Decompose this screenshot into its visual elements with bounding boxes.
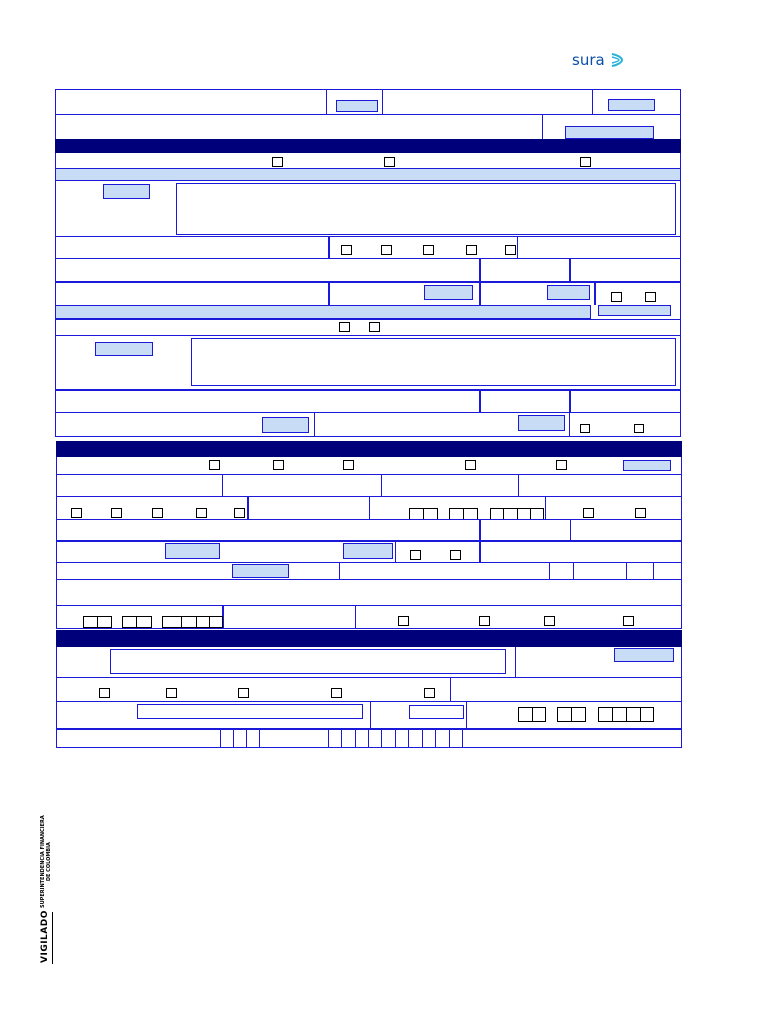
divider [395,729,396,748]
checkbox[interactable] [99,688,110,698]
divider [626,562,627,579]
checkbox[interactable] [450,550,461,560]
divider [56,701,682,702]
divider [479,519,481,540]
checkbox[interactable] [423,245,434,255]
divider [368,729,369,748]
divider [314,412,315,436]
superintendencia-text [40,815,52,908]
input-field[interactable] [424,285,473,300]
input-field[interactable] [262,417,309,433]
divider [515,647,516,678]
divider [220,729,221,748]
divider [532,707,533,722]
divider [640,707,641,722]
sura-wing-icon [610,52,624,68]
input-field[interactable] [336,100,378,112]
divider [479,541,481,562]
divider [542,114,543,139]
checkbox[interactable] [339,322,350,332]
divider [56,474,682,475]
divider [653,562,654,579]
divider [466,701,467,728]
divider [56,677,682,678]
superintendencia-line-1: SUPERINTENDENCIA FINANCIERA [40,815,46,908]
divider [449,729,450,748]
divider [56,579,682,580]
checkbox[interactable] [479,616,490,626]
input-field[interactable] [565,126,654,139]
divider [594,282,596,305]
checkbox[interactable] [166,688,177,698]
divider [569,412,570,436]
text-field[interactable] [409,705,464,719]
input-field[interactable] [103,184,150,199]
checkbox[interactable] [234,508,245,518]
divider [246,729,247,748]
checkbox[interactable] [466,245,477,255]
divider [56,519,682,520]
divider [55,319,681,320]
checkbox[interactable] [635,508,646,518]
checkbox[interactable] [381,245,392,255]
input-field[interactable] [608,99,655,111]
checkbox[interactable] [71,508,82,518]
text-area[interactable] [176,183,676,235]
divider [462,729,463,748]
divider [355,605,356,629]
checkbox[interactable] [331,688,342,698]
divider [381,474,382,496]
divider [136,616,137,628]
checkbox[interactable] [238,688,249,698]
divider [247,496,249,519]
checkbox[interactable] [580,157,591,167]
divider [570,519,571,540]
input-field[interactable] [598,305,671,316]
divider [55,236,681,237]
divider [381,729,382,748]
divider [341,729,342,748]
divider [196,616,197,628]
divider [569,258,571,282]
divider [479,258,481,282]
divider [56,728,682,730]
checkbox[interactable] [634,424,644,433]
checkbox[interactable] [152,508,163,518]
input-field[interactable] [547,285,590,300]
divider [222,474,223,496]
checkbox[interactable] [583,508,594,518]
sura-logo [572,50,624,70]
section-3-frame [56,630,682,748]
date-year-box[interactable] [162,616,223,628]
checkbox[interactable] [465,460,476,470]
divider [626,707,627,722]
divider [97,616,98,628]
divider [56,605,682,606]
checkbox[interactable] [505,245,516,255]
divider [479,282,481,305]
checkbox[interactable] [544,616,555,626]
checkbox[interactable] [611,292,622,302]
divider [233,729,234,748]
sura-logo-text: sura [572,51,605,69]
input-field[interactable] [518,415,565,431]
divider [328,729,329,748]
divider [55,281,681,283]
checkbox[interactable] [196,508,207,518]
vigilado-text: VIGILADO [40,910,50,963]
divider [592,89,593,114]
checkbox[interactable] [398,616,409,626]
checkbox[interactable] [273,460,284,470]
divider [55,389,681,391]
date-month-box[interactable] [122,616,152,628]
divider [382,89,383,114]
divider [56,540,682,542]
divider [56,562,682,563]
divider [518,474,519,496]
divider [395,541,396,562]
divider [355,729,356,748]
divider [339,562,340,579]
input-field[interactable] [623,460,671,471]
divider [612,707,613,722]
section-header-bar [55,139,681,153]
divider [569,390,571,412]
input-field[interactable] [165,543,220,559]
section-2-frame [56,441,682,629]
checkbox[interactable] [272,157,283,167]
section-header-bar [56,630,682,647]
divider [573,562,574,579]
divider [549,562,550,579]
divider [55,114,681,115]
divider [55,335,681,336]
text-field[interactable] [110,649,506,674]
divider [259,729,260,748]
subsection-bar [55,168,681,181]
checkbox[interactable] [424,688,435,698]
checkbox[interactable] [623,616,634,626]
subsection-bar [55,305,591,319]
divider [55,258,681,259]
divider [181,616,182,628]
divider [517,236,518,258]
divider [328,282,330,305]
checkbox[interactable] [645,292,656,302]
checkbox[interactable] [341,245,352,255]
vigilado-underline [52,912,53,964]
checkbox[interactable] [343,460,354,470]
divider [326,89,327,114]
divider [370,701,371,728]
input-field[interactable] [614,648,674,662]
superintendencia-line-2: DE COLOMBIA [46,842,52,882]
divider [435,729,436,748]
checkbox[interactable] [384,157,395,167]
text-area[interactable] [191,338,676,386]
checkbox[interactable] [580,424,590,433]
divider [369,496,370,519]
divider [55,412,681,413]
text-field[interactable] [137,704,363,719]
checkbox[interactable] [556,460,567,470]
divider [545,496,546,519]
divider [450,677,451,701]
divider [408,729,409,748]
checkbox[interactable] [410,550,421,560]
input-field[interactable] [232,564,289,578]
section-header-bar [56,441,682,457]
divider [209,616,210,628]
input-field[interactable] [343,543,393,559]
divider [422,729,423,748]
checkbox[interactable] [369,322,380,332]
input-field[interactable] [95,342,153,356]
checkbox[interactable] [209,460,220,470]
divider [479,390,481,412]
divider [328,236,330,258]
divider [571,707,572,722]
checkbox[interactable] [111,508,122,518]
